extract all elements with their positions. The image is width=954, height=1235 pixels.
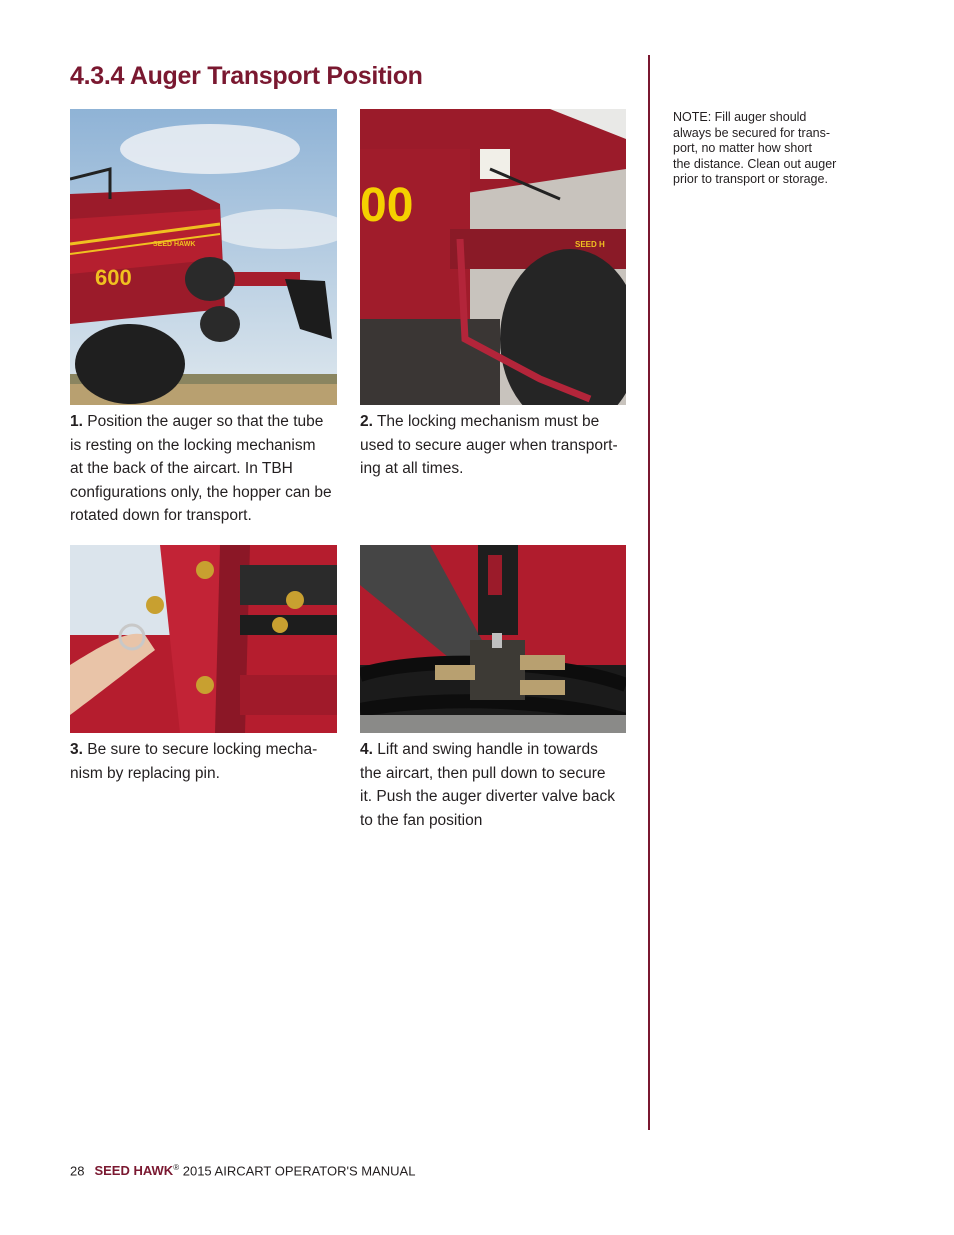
step-1-text: Position the auger so that the tube is resting on the locking mechanism at the back of the aircart. In TBH configurations only, the hopper can be rotated down for transport.	[70, 413, 332, 524]
step-2-number: 2.	[360, 413, 373, 430]
step-4-number: 4.	[360, 741, 373, 758]
page-title: 4.3.4 Auger Transport Position	[70, 62, 423, 90]
step-3-caption	[70, 738, 340, 785]
photo-brand-text: SEED H	[575, 240, 605, 249]
step-1-caption	[70, 410, 340, 528]
column-divider	[648, 55, 650, 1130]
photo-model-text: 00	[360, 179, 414, 232]
photo-model-text: 600	[95, 265, 132, 290]
photo-pin-replacement	[70, 545, 337, 733]
step-3-text: Be sure to secure locking mecha- nism by replacing pin.	[70, 741, 318, 782]
side-note: NOTE: Fill auger should always be secured for trans- port, no matter how short the distance. Clean out auger prior to transport or storage.	[673, 110, 837, 187]
photo-aircart-auger-rest	[70, 109, 337, 405]
manual-title: 2015 AIRCART OPERATOR'S MANUAL	[182, 1163, 416, 1179]
step-1-number: 1.	[70, 413, 83, 430]
step-2-caption	[360, 410, 630, 481]
page-footer	[70, 1163, 415, 1178]
footer-brand: SEED HAWK	[94, 1163, 174, 1179]
registered-mark: ®	[173, 1163, 180, 1172]
step-4-caption	[360, 738, 635, 832]
photo-brand-text: SEED HAWK	[153, 241, 196, 248]
photo-diverter-valve	[360, 545, 626, 733]
photo-locking-mechanism	[360, 109, 626, 405]
step-3-number: 3.	[70, 741, 83, 758]
step-4-text: Lift and swing handle in towards the aircart, then pull down to secure it. Push the auger diverter valve back to the fan position	[360, 741, 616, 829]
step-2-text: The locking mechanism must be used to secure auger when transport- ing at all times.	[360, 413, 618, 477]
page-number: 28	[70, 1163, 85, 1179]
